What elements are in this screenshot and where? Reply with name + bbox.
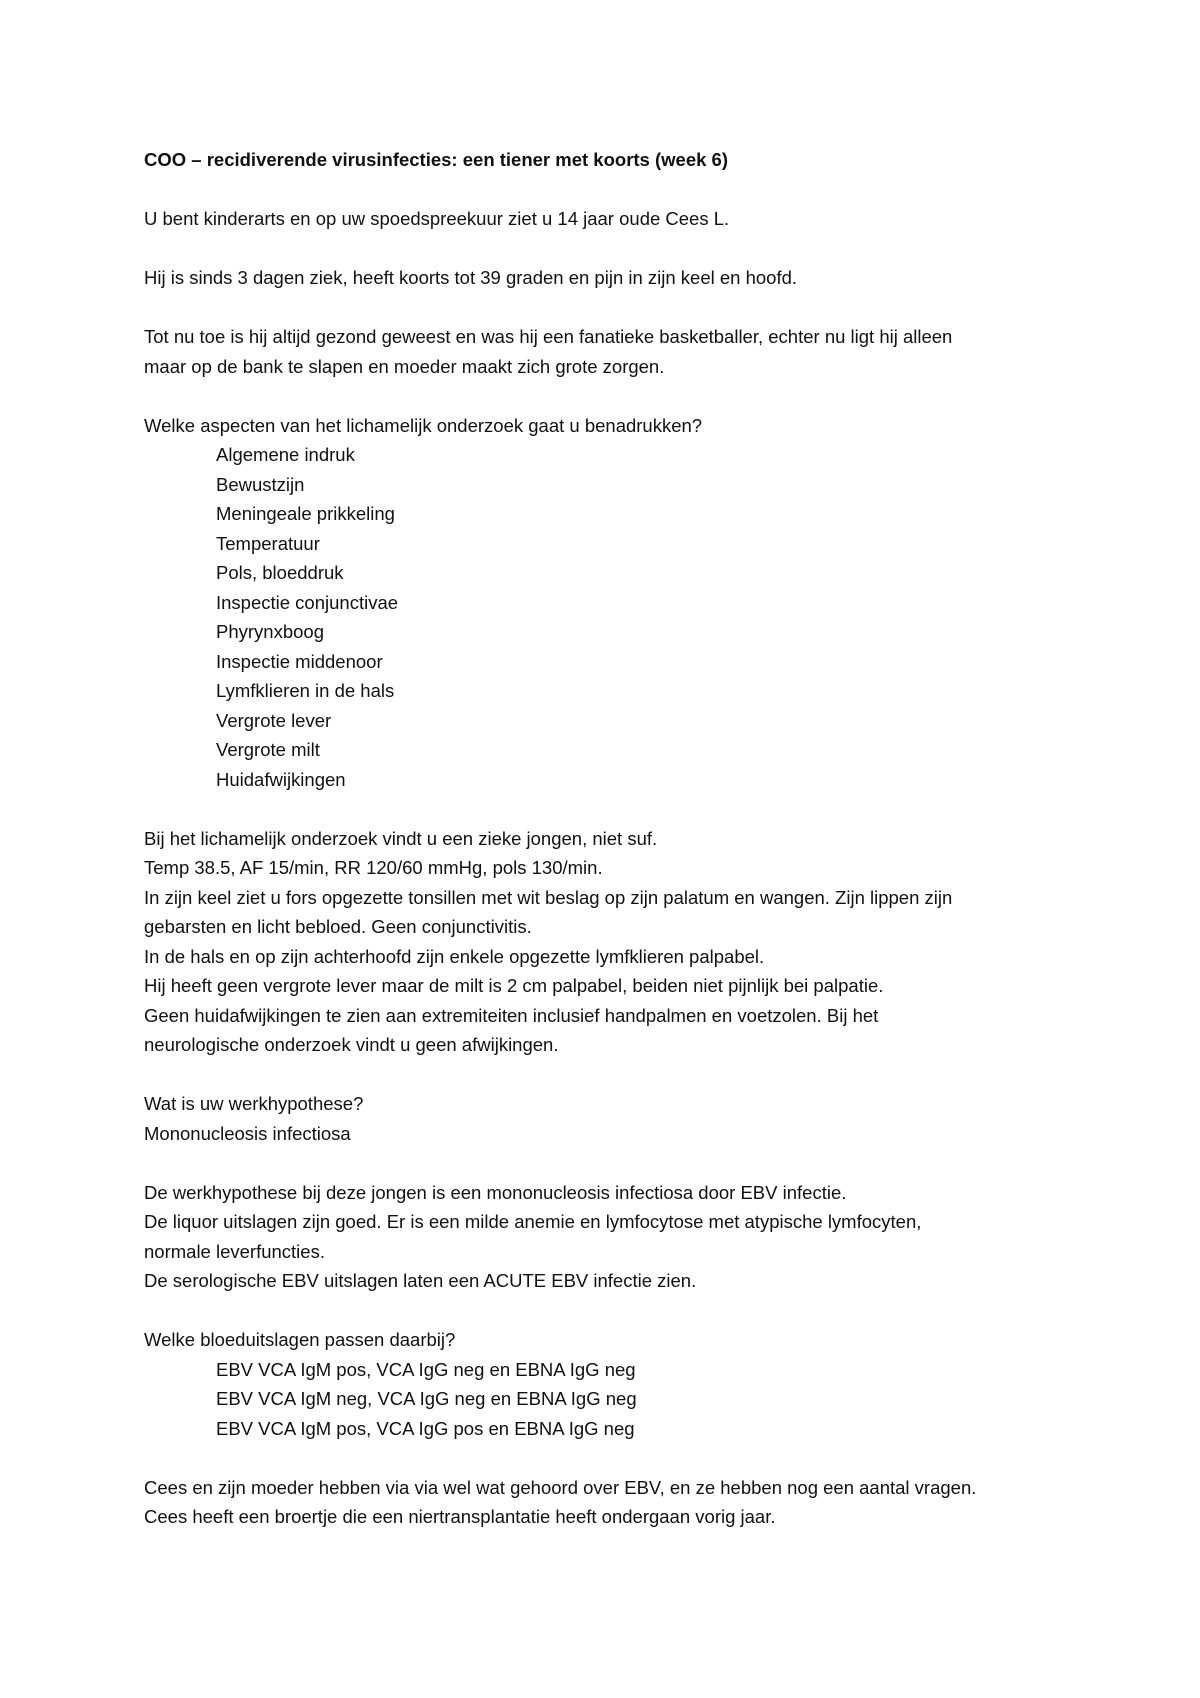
findings-line-3: In zijn keel ziet u fors opgezette tonsillen met wit beslag op zijn palatum en wangen. Zijn lippen zijn [144, 886, 953, 908]
list-item: Pols, bloeddruk [216, 562, 344, 583]
spacer [144, 794, 1064, 824]
list-item: Meningeale prikkeling [216, 503, 395, 524]
results-line-4: De serologische EBV uitslagen laten een ACUTE EBV infectie zien. [144, 1270, 697, 1291]
exam-aspects-list [144, 440, 1064, 794]
list-item: Vergrote milt [216, 739, 320, 760]
spacer [144, 293, 1064, 323]
intro-paragraph-1: U bent kinderarts en op uw spoedspreekuur ziet u 14 jaar oude Cees L. [144, 208, 730, 229]
list-item: Lymfklieren in de hals [216, 680, 395, 701]
spacer [144, 234, 1064, 264]
list-item: EBV VCA IgM pos, VCA IgG pos en EBNA IgG neg [216, 1417, 635, 1439]
list-item: Vergrote lever [216, 709, 332, 731]
blood-results-list [144, 1355, 1064, 1444]
findings-line-6: Hij heeft geen vergrote lever maar de milt is 2 cm palpabel, beiden niet pijnlijk bei palpatie. [144, 975, 884, 996]
spacer [144, 1296, 1064, 1326]
answer-working-hypothesis: Mononucleosis infectiosa [144, 1122, 351, 1144]
spacer [144, 381, 1064, 411]
list-item: Bewustzijn [216, 473, 305, 495]
list-item: Huidafwijkingen [216, 768, 346, 790]
spacer [144, 1148, 1064, 1178]
question-working-hypothesis: Wat is uw werkhypothese? [144, 1093, 364, 1114]
document-title: COO – recidiverende virusinfecties: een tiener met koorts (week 6) [144, 149, 728, 170]
document-body [144, 145, 1064, 1532]
closing-line-2: Cees heeft een broertje die een niertransplantatie heeft ondergaan vorig jaar. [144, 1506, 776, 1527]
findings-line-2: Temp 38.5, AF 15/min, RR 120/60 mmHg, pols 130/min. [144, 857, 603, 878]
results-line-1: De werkhypothese bij deze jongen is een mononucleosis infectiosa door EBV infectie. [144, 1181, 847, 1203]
spacer [144, 175, 1064, 205]
results-line-2: De liquor uitslagen zijn goed. Er is een milde anemie en lymfocytose met atypische lymfocyten, [144, 1211, 922, 1232]
spacer [144, 1060, 1064, 1090]
findings-line-1: Bij het lichamelijk onderzoek vindt u een zieke jongen, niet suf. [144, 827, 658, 849]
intro-paragraph-3-line-2: maar op de bank te slapen en moeder maakt zich grote zorgen. [144, 355, 665, 377]
findings-line-4: gebarsten en licht bebloed. Geen conjunctivitis. [144, 916, 532, 937]
question-blood-results: Welke bloeduitslagen passen daarbij? [144, 1329, 456, 1350]
intro-paragraph-2: Hij is sinds 3 dagen ziek, heeft koorts tot 39 graden en pijn in zijn keel en hoofd. [144, 267, 798, 288]
results-line-3: normale leverfuncties. [144, 1240, 325, 1262]
findings-line-8: neurologische onderzoek vindt u geen afwijkingen. [144, 1034, 559, 1055]
question-exam-aspects: Welke aspecten van het lichamelijk onderzoek gaat u benadrukken? [144, 414, 703, 436]
list-item: EBV VCA IgM neg, VCA IgG neg en EBNA IgG neg [216, 1388, 637, 1409]
closing-line-1: Cees en zijn moeder hebben via via wel wat gehoord over EBV, en ze hebben nog een aantal vragen. [144, 1476, 977, 1498]
list-item: Temperatuur [216, 532, 320, 554]
list-item: Inspectie middenoor [216, 650, 383, 672]
list-item: Phyrynxboog [216, 621, 324, 642]
findings-line-7: Geen huidafwijkingen te zien aan extremiteiten inclusief handpalmen en voetzolen. Bij het [144, 1004, 879, 1026]
list-item: EBV VCA IgM pos, VCA IgG neg en EBNA IgG neg [216, 1358, 636, 1380]
list-item: Algemene indruk [216, 444, 355, 465]
list-item: Inspectie conjunctivae [216, 591, 399, 613]
spacer [144, 1443, 1064, 1473]
findings-line-5: In de hals en op zijn achterhoofd zijn enkele opgezette lymfklieren palpabel. [144, 945, 765, 967]
intro-paragraph-3-line-1: Tot nu toe is hij altijd gezond geweest en was hij een fanatieke basketballer, echter nu ligt hij alleen [144, 326, 953, 347]
